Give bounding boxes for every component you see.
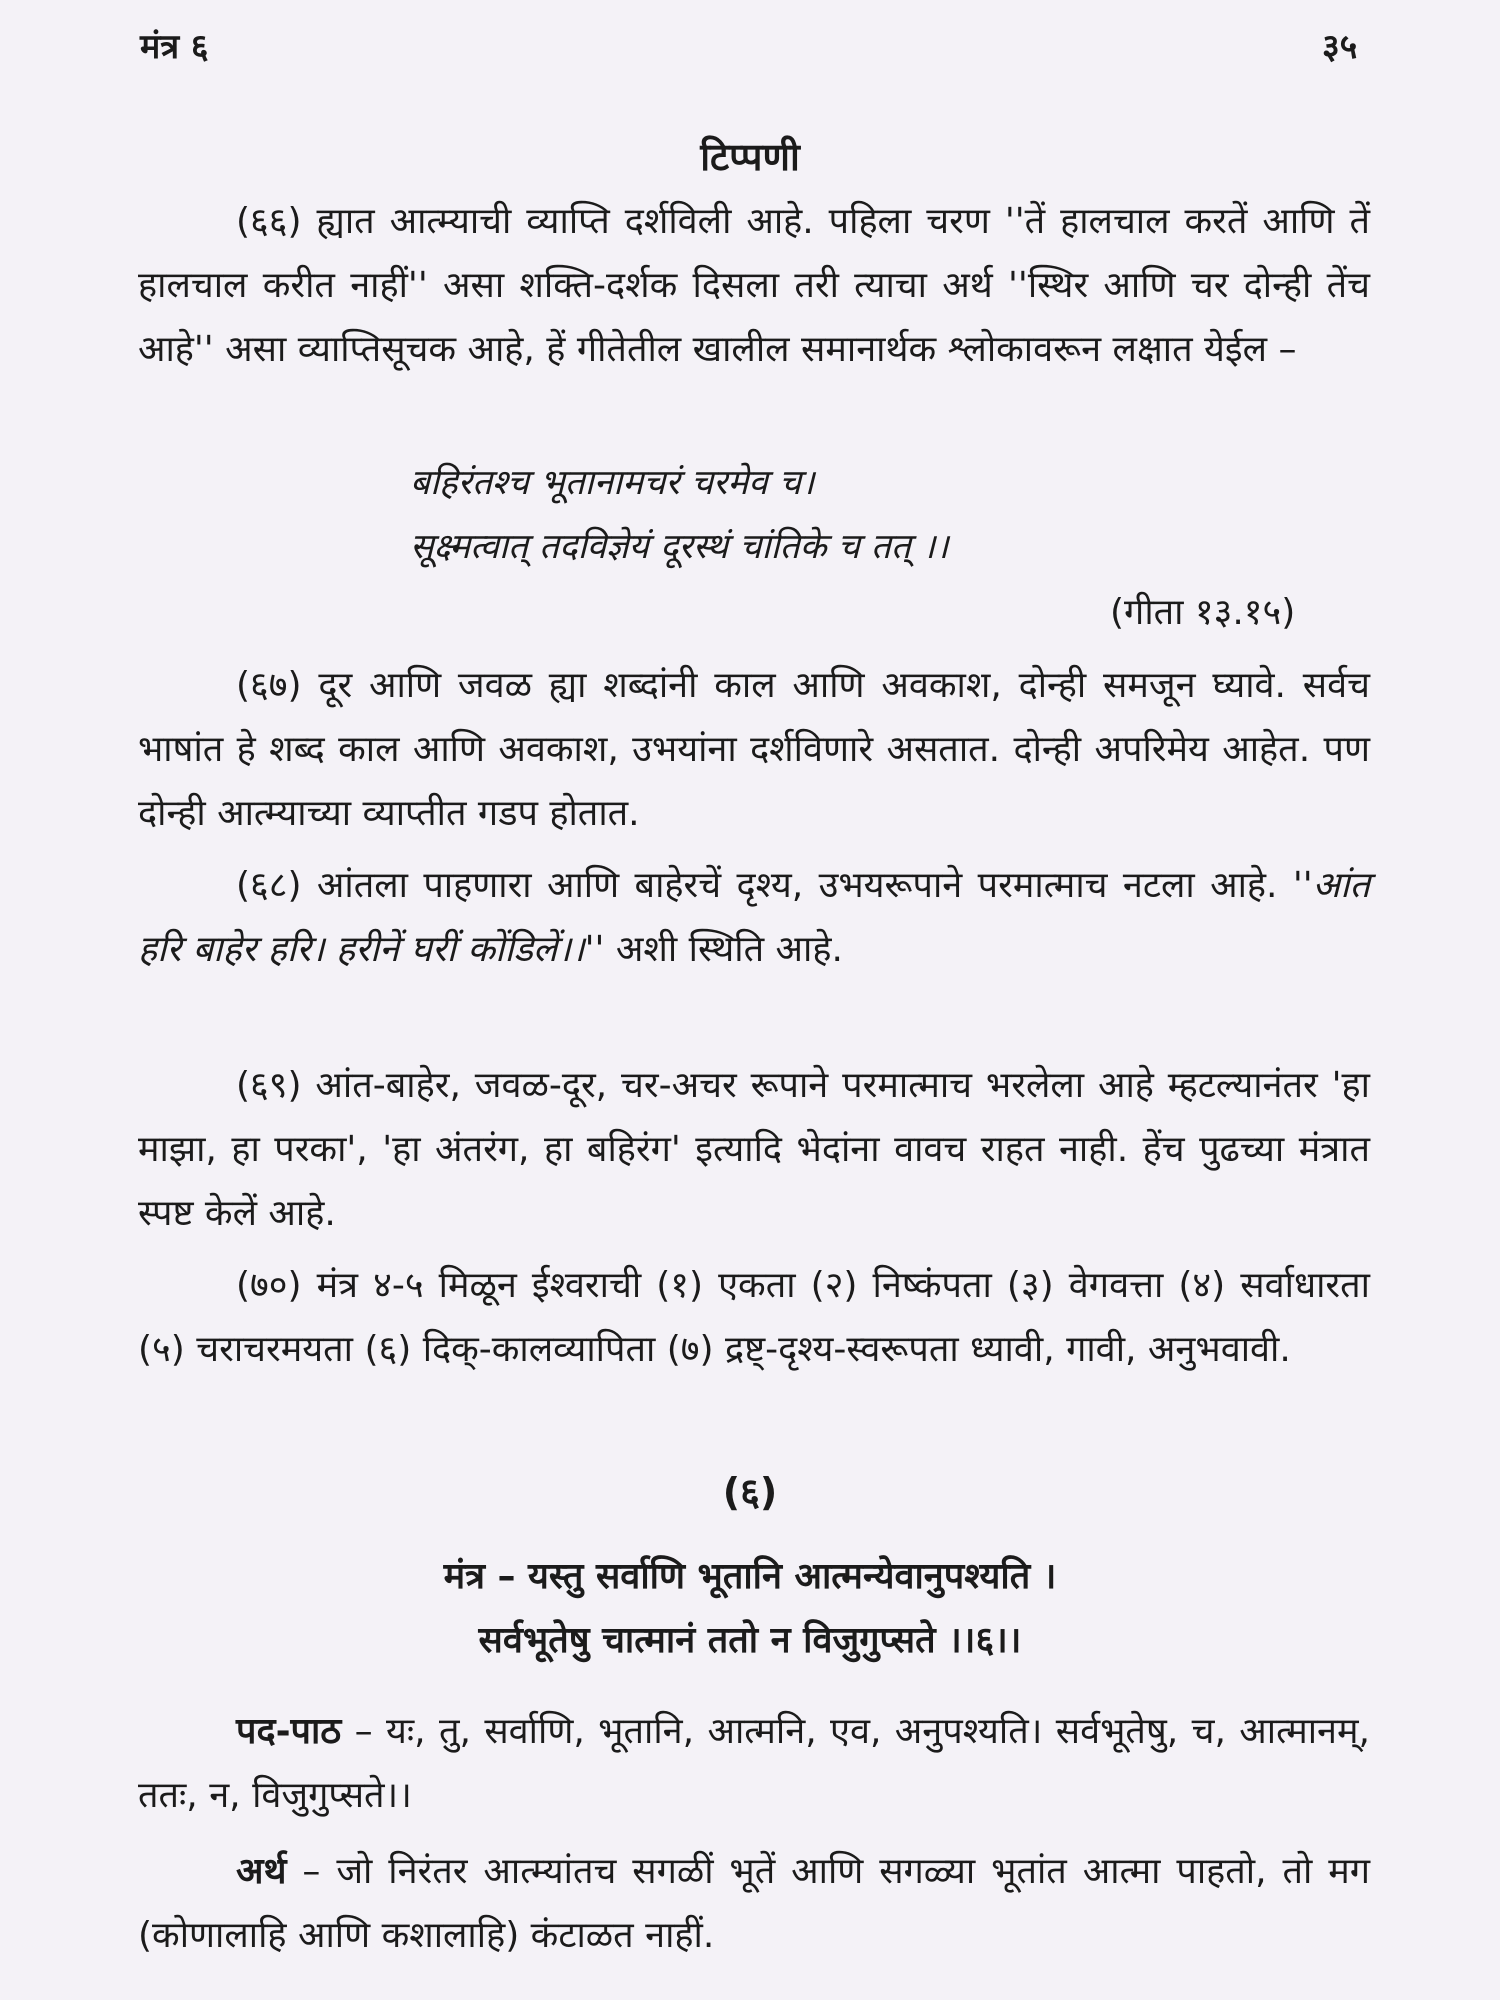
meaning-text: – जो निरंतर आत्म्यांतच सगळीं भूतें आणि सगळ्या भूतांत आत्मा पाहतो, तो मग (कोणालाहि आणि कशालाहि) कंटाळत नाहीं. <box>138 1851 1370 1956</box>
note-66: (६६) ह्यात आत्म्याची व्याप्ति दर्शविली आहे. पहिला चरण ''तें हालचाल करतें आणि तें हालचाल करीत नाहीं'' असा शक्ति-दर्शक दिसला तरी त्याचा अर्थ ''स्थिर आणि चर दोन्ही तेंच आहे'' असा व्याप्तिसूचक आहे, हें गीतेतील खालील समानार्थक श्लोकावरून लक्षात येईल – <box>138 201 1370 370</box>
page-number: ३५ <box>1322 27 1358 67</box>
padapath-text: – यः, तु, सर्वाणि, भूतानि, आत्मनि, एव, अनुपश्यति। सर्वभूतेषु, च, आत्मानम्, ततः, न, विजुगुप्सते।। <box>138 1711 1370 1816</box>
padapath-label: पद-पाठ <box>236 1711 342 1752</box>
note-68-text-end: अशी स्थिति आहे. <box>604 929 843 970</box>
mantra-number: (६) <box>722 1470 778 1514</box>
note-67: (६७) दूर आणि जवळ ह्या शब्दांनी काल आणि अवकाश, दोन्ही समजून घ्यावे. सर्वच भाषांत हे शब्द काल आणि अवकाश, उभयांना दर्शविणारे असतात. दोन्ही अपरिमेय आहेत. पण दोन्ही आत्म्याच्या व्याप्तीत गडप होतात. <box>138 665 1370 834</box>
section-heading: टिप्पणी <box>700 135 800 179</box>
note-68-text: (६८) आंतला पाहणारा आणि बाहेरचें दृश्य, उभयरूपाने परमात्माच नटला आहे. <box>236 865 1293 906</box>
meaning-label: अर्थ <box>236 1851 287 1892</box>
mantra-line-2: सर्वभूतेषु चात्मानं ततो न विजुगुप्सते ।।६।। <box>478 1620 1022 1661</box>
verse-reference: (गीता १३.१५) <box>1110 592 1296 633</box>
padapath <box>138 1700 1370 1828</box>
note-68-quote: ''आंत हरि बाहेर हरि। हरीनें घरीं कोंडिलें।।'' <box>138 865 1370 970</box>
note-69: (६९) आंत-बाहेर, जवळ-दूर, चर-अचर रूपाने परमात्माच भरलेला आहे म्हटल्यानंतर 'हा माझा, हा परका', 'हा अंतरंग, हा बहिरंग' इत्यादि भेदांना वावच राहत नाही. हेंच पुढच्या मंत्रात स्पष्ट केलें आहे. <box>138 1065 1370 1234</box>
note-68 <box>138 854 1370 982</box>
meaning <box>138 1840 1370 1968</box>
verse-line-2: सूक्ष्मत्वात् तदविज्ञेयं दूरस्थं चांतिके च तत् ।। <box>410 527 949 567</box>
running-header-chapter: मंत्र ६ <box>140 27 209 67</box>
mantra-line-1: मंत्र – यस्तु सर्वाणि भूतानि आत्मन्येवानुपश्यति । <box>443 1556 1057 1597</box>
note-70: (७०) मंत्र ४-५ मिळून ईश्वराची (१) एकता (२) निष्कंपता (३) वेगवत्ता (४) सर्वाधारता (५) चराचरमयता (६) दिक्-कालव्यापिता (७) द्रष्ट्-दृश्य-स्वरूपता ध्यावी, गावी, अनुभवावी. <box>138 1265 1370 1370</box>
verse-line-1: बहिरंतश्च भूतानामचरं चरमेव च। <box>410 463 815 503</box>
